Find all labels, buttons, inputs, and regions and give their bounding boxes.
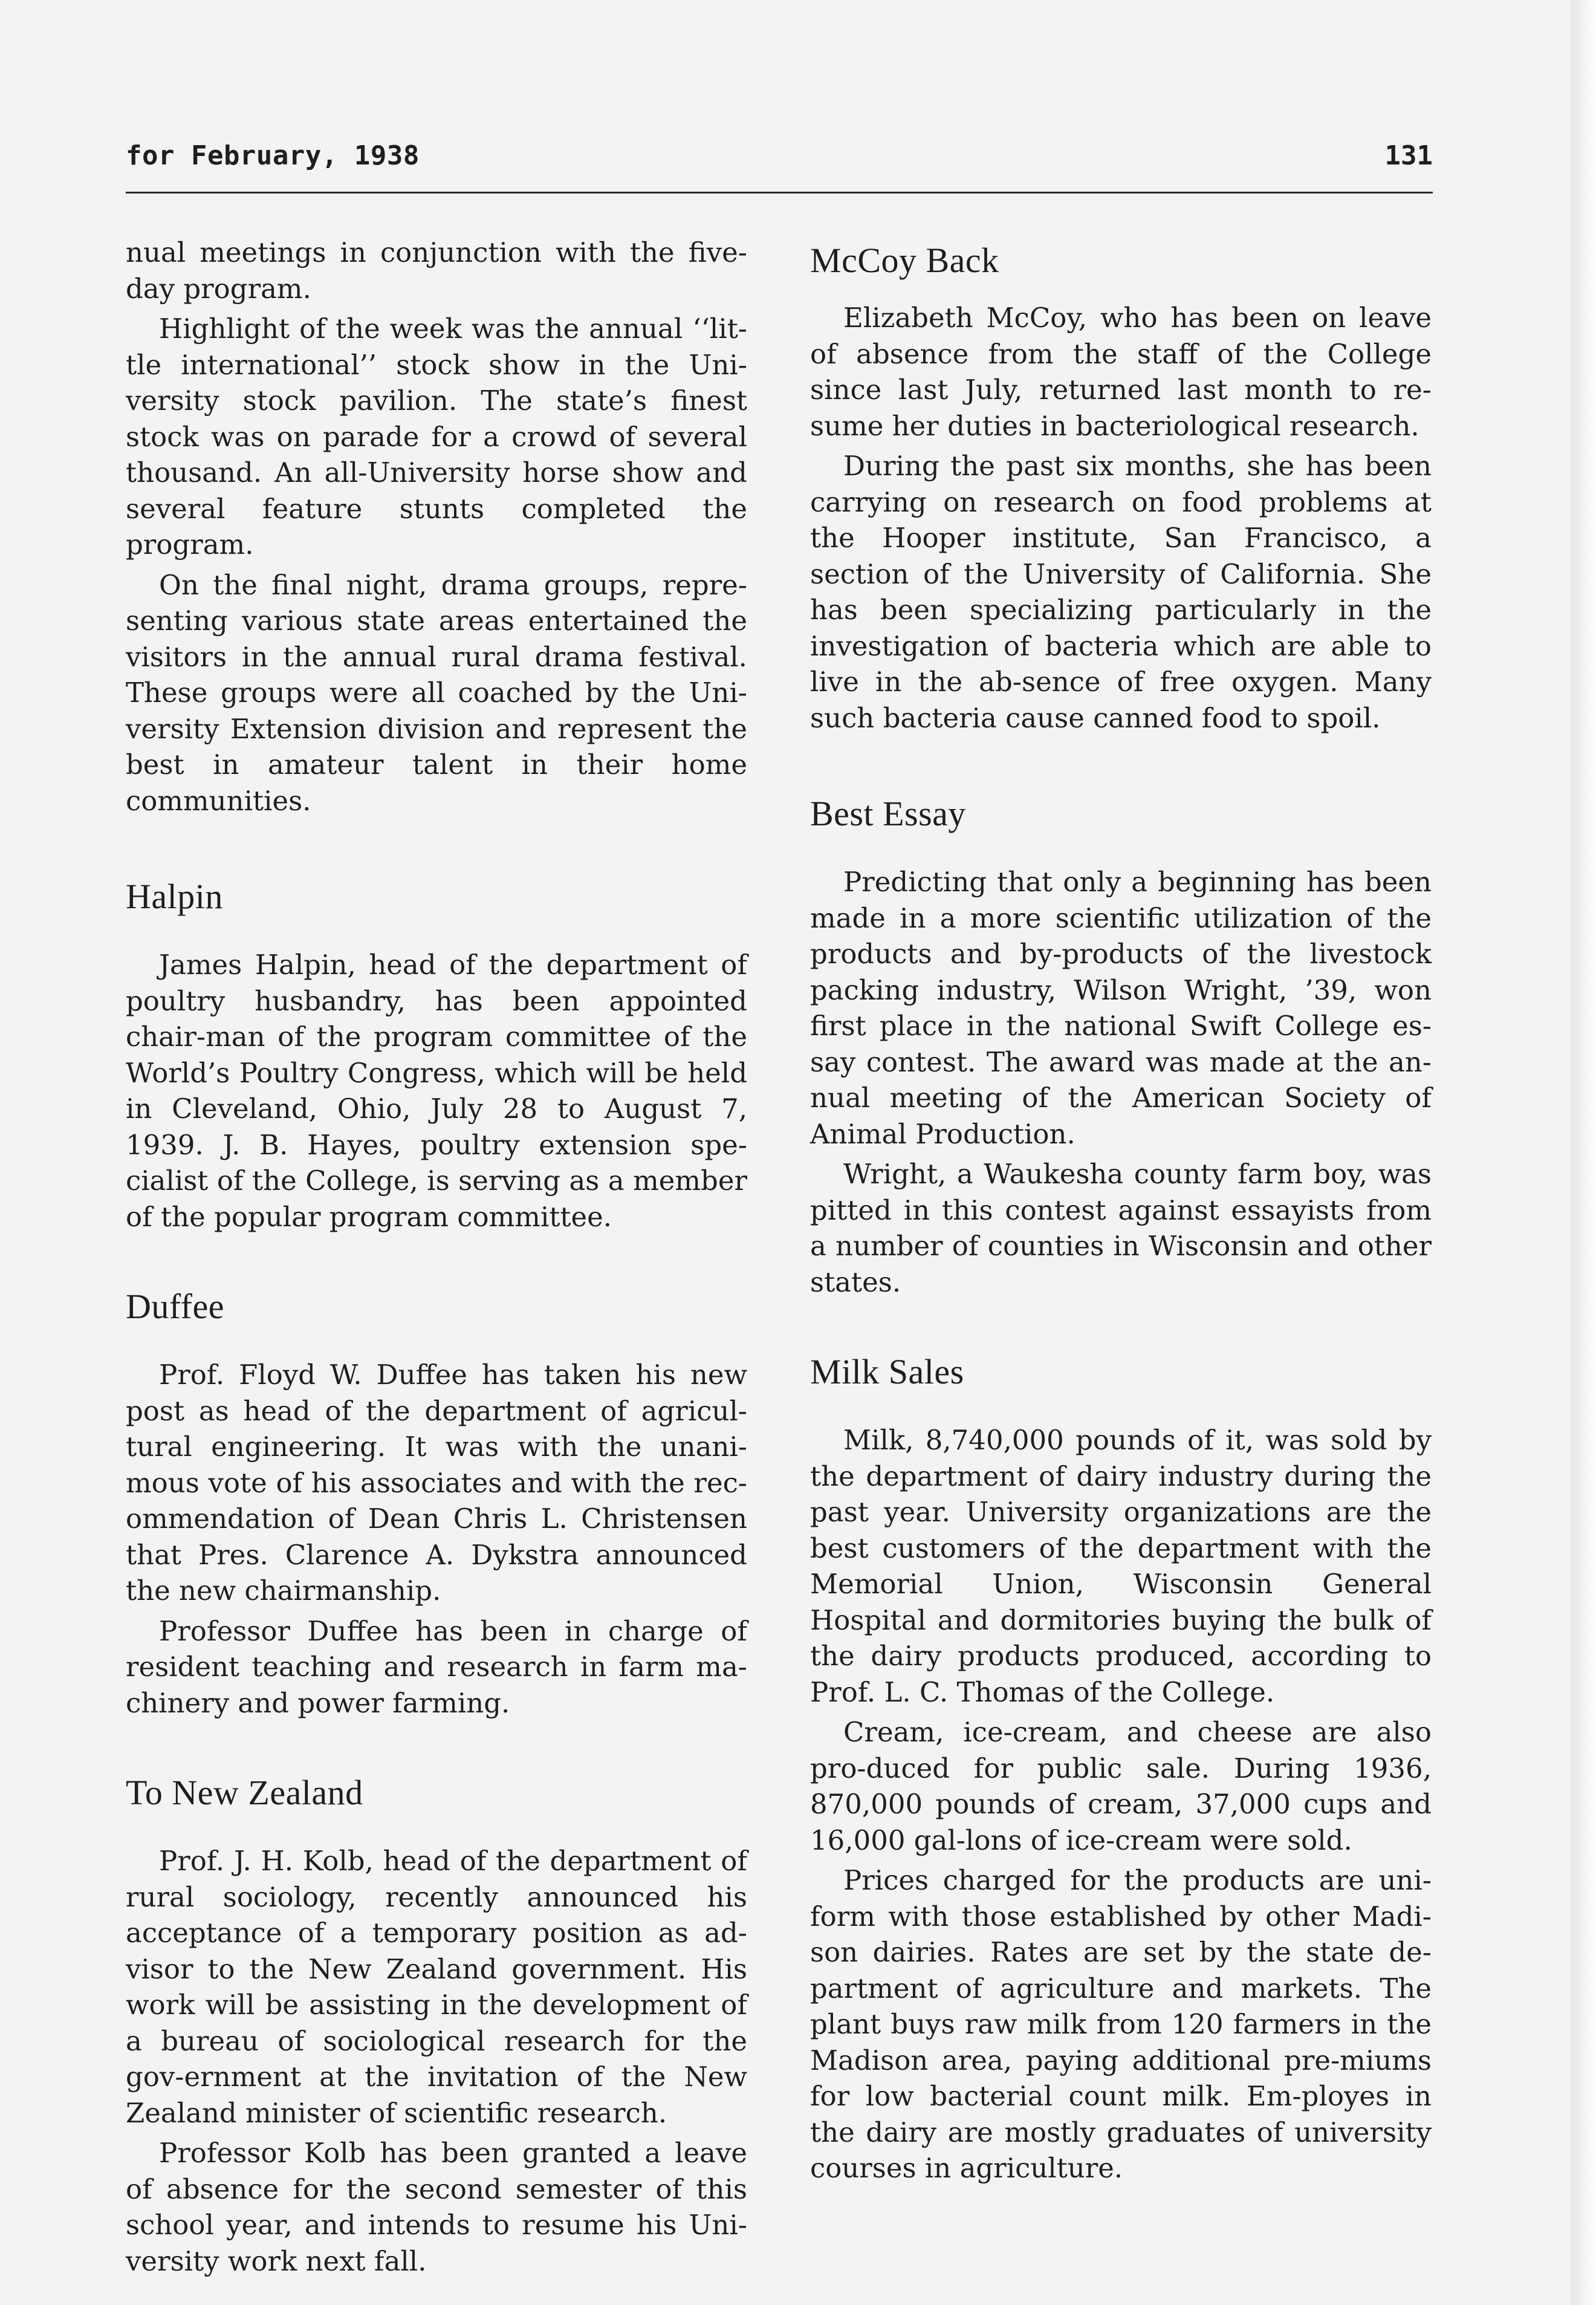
- new-zealand-paragraph-2: Professor Kolb has been granted a leave of absence for the second semester of this school year, and intends to resume his Uni-versity work next fall.: [126, 2137, 747, 2277]
- issue-date: for February, 1938: [126, 140, 420, 171]
- new-zealand-heading: To New Zealand: [126, 1773, 363, 1812]
- page-number: 131: [1384, 140, 1433, 171]
- best-essay-paragraph-1: Predicting that only a beginning has been made in a more scientific utilization of the products and by-products of the livestock packing industry, Wilson Wright, ’39, won first place in the national Swift College es-say contest. The award was made at the an-nual meeting of the American Society of Animal Production.: [810, 866, 1432, 1150]
- milk-sales-paragraph-2: Cream, ice-cream, and cheese are also pro-duced for public sale. During 1936, 870,000 pounds of cream, 37,000 cups and 16,000 gal-lons of ice-cream were sold.: [810, 1716, 1432, 1856]
- duffee-paragraph-1: Prof. Floyd W. Duffee has taken his new post as head of the department of agricul-tural engineering. It was with the unani-mous vote of his associates and with the rec-ommendation of Dean Chris L. Christensen that Pres. Clarence A. Dykstra announced the new chairmanship.: [126, 1359, 747, 1607]
- halpin-paragraph-1: James Halpin, head of the department of poultry husbandry, has been appointed chair-man of the program committee of the World’s Poultry Congress, which will be held in Cleveland, Ohio, July 28 to August 7, 1939. J. B. Hayes, poultry extension spe-cialist of the College, is serving as a member of the popular program committee.: [126, 949, 747, 1233]
- duffee-heading: Duffee: [126, 1287, 224, 1326]
- mccoy-paragraph-1: Elizabeth McCoy, who has been on leave of absence from the staff of the College since last July, returned last month to re-sume her duties in bacteriological research.: [810, 302, 1432, 442]
- duffee-paragraph-2: Professor Duffee has been in charge of resident teaching and research in farm ma-chinery and power farming.: [126, 1614, 747, 1719]
- best-essay-heading: Best Essay: [810, 794, 966, 833]
- milk-sales-heading: Milk Sales: [810, 1352, 964, 1391]
- mccoy-heading: McCoy Back: [810, 241, 999, 280]
- milk-sales-paragraph-3: Prices charged for the products are uni-form with those established by other Madi-son dairies. Rates are set by the state de-partment of agriculture and markets. The plant buys raw milk from 120 farmers in the Madison area, paying additional pre-miums for low bacterial count milk. Em-ployes in the dairy are mostly graduates of university courses in agriculture.: [810, 1864, 1432, 2184]
- right-column: [810, 235, 1432, 2191]
- best-essay-paragraph-2: Wright, a Waukesha county farm boy, was pitted in this contest against essayists from a number of counties in Wisconsin and other states.: [810, 1158, 1432, 1298]
- header-rule: [126, 192, 1433, 193]
- left-column: [126, 235, 747, 2283]
- page-edge: [1571, 0, 1596, 2305]
- halpin-heading: Halpin: [126, 877, 223, 916]
- running-header: [126, 140, 1433, 189]
- intro-paragraph-1: nual meetings in conjunction with the five-day program.: [126, 236, 747, 305]
- new-zealand-paragraph-1: Prof. J. H. Kolb, head of the department of rural sociology, recently announced his acceptance of a temporary position as ad-visor to the New Zealand government. His work will be assisting in the development of a bureau of sociological research for the gov-ernment at the invitation of the New Zealand minister of scientific research.: [126, 1845, 747, 2129]
- mccoy-paragraph-2: During the past six months, she has been carrying on research on food problems at the Hooper institute, San Francisco, a section of the University of California. She has been specializing particularly in the investigation of bacteria which are able to live in the ab-sence of free oxygen. Many such bacteria cause canned food to spoil.: [810, 450, 1432, 734]
- milk-sales-paragraph-1: Milk, 8,740,000 pounds of it, was sold by the department of dairy industry during the past year. University organizations are the best customers of the department with the Memorial Union, Wisconsin General Hospital and dormitories buying the bulk of the dairy products produced, according to Prof. L. C. Thomas of the College.: [810, 1424, 1432, 1708]
- intro-paragraph-3: On the final night, drama groups, repre-senting various state areas entertained the visitors in the annual rural drama festival. These groups were all coached by the Uni-versity Extension division and represent the best in amateur talent in their home communities.: [126, 568, 747, 817]
- intro-paragraph-2: Highlight of the week was the annual ‘‘lit-tle international’’ stock show in the Uni-versity stock pavilion. The state’s finest stock was on parade for a crowd of several thousand. An all-University horse show and several feature stunts completed the program.: [126, 313, 747, 561]
